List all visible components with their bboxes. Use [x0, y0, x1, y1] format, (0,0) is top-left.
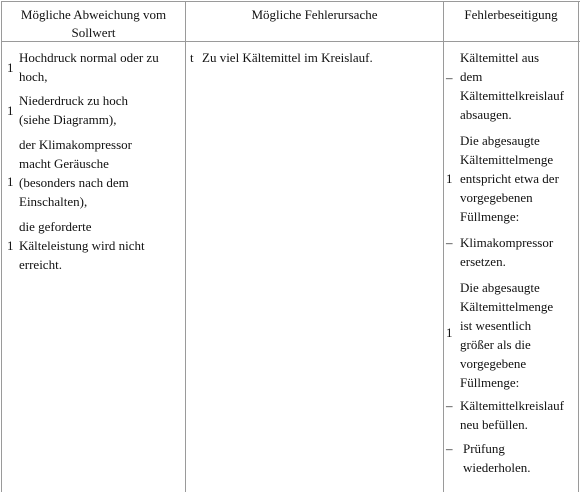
- remedy-text: vorgegebene: [460, 356, 527, 371]
- remedy-text: größer als die: [460, 337, 531, 352]
- list-marker: –: [446, 398, 453, 413]
- list-marker: –: [446, 235, 453, 250]
- remedy-text: Kältemittelmenge: [460, 152, 554, 167]
- header-deviation: [2, 6, 185, 42]
- remedy-text: ist wesentlich: [460, 318, 532, 333]
- remedy-text: Füllmenge:: [460, 209, 520, 224]
- deviation-text: die geforderte: [19, 219, 92, 234]
- list-marker: 1: [7, 60, 14, 75]
- column-divider: [185, 2, 186, 492]
- remedy-text: Kältemittel aus: [460, 50, 540, 65]
- header-remedy: Fehlerbeseitigung: [464, 7, 558, 22]
- remedy-text: Die abgesaugte: [460, 133, 540, 148]
- deviation-text: hoch,: [19, 69, 48, 84]
- deviation-text: Kälteleistung wird nicht: [19, 238, 145, 253]
- list-marker: t: [190, 50, 194, 65]
- deviation-text: Hochdruck normal oder zu: [19, 50, 159, 65]
- remedy-text: Füllmenge:: [460, 375, 520, 390]
- deviation-text: macht Geräusche: [19, 156, 109, 171]
- list-marker: –: [446, 70, 453, 85]
- remedy-text: entspricht etwa der: [460, 171, 559, 186]
- list-marker: 1: [7, 174, 14, 189]
- deviation-text: (besonders nach dem: [19, 175, 129, 190]
- remedy-text: neu befüllen.: [460, 417, 528, 432]
- cause-text: Zu viel Kältemittel im Kreislauf.: [202, 50, 373, 65]
- remedy-text: Kältemittelkreislauf: [460, 398, 564, 413]
- list-marker: 1: [7, 238, 14, 253]
- remedy-text: vorgegebenen: [460, 190, 533, 205]
- remedy-text: dem: [460, 69, 483, 84]
- remedy-text: ersetzen.: [460, 254, 506, 269]
- header-deviation-line: Sollwert: [71, 25, 116, 40]
- deviation-text: erreicht.: [19, 257, 62, 272]
- list-marker: –: [446, 441, 453, 456]
- remedy-text: wiederholen.: [463, 460, 531, 475]
- remedy-text: absaugen.: [460, 107, 512, 122]
- deviation-text: (siehe Diagramm),: [19, 112, 117, 127]
- remedy-text: Kältemittelkreislauf: [460, 88, 564, 103]
- deviation-text: Einschalten),: [19, 194, 88, 209]
- deviation-text: Niederdruck zu hoch: [19, 93, 129, 108]
- remedy-text: Die abgesaugte: [460, 280, 540, 295]
- remedy-text: Klimakompressor: [460, 235, 554, 250]
- header-cause: Mögliche Fehlerursache: [251, 7, 378, 22]
- header-deviation-line: Mögliche Abweichung vom: [20, 7, 167, 22]
- troubleshooting-table: [1, 1, 580, 492]
- list-marker: 1: [446, 325, 453, 340]
- list-marker: 1: [446, 171, 453, 186]
- remedy-text: Kältemittelmenge: [460, 299, 554, 314]
- column-divider: [443, 2, 444, 492]
- deviation-text: der Klimakompressor: [19, 137, 133, 152]
- column-divider: [578, 2, 579, 492]
- list-marker: 1: [7, 103, 14, 118]
- remedy-text: Prüfung: [463, 441, 505, 456]
